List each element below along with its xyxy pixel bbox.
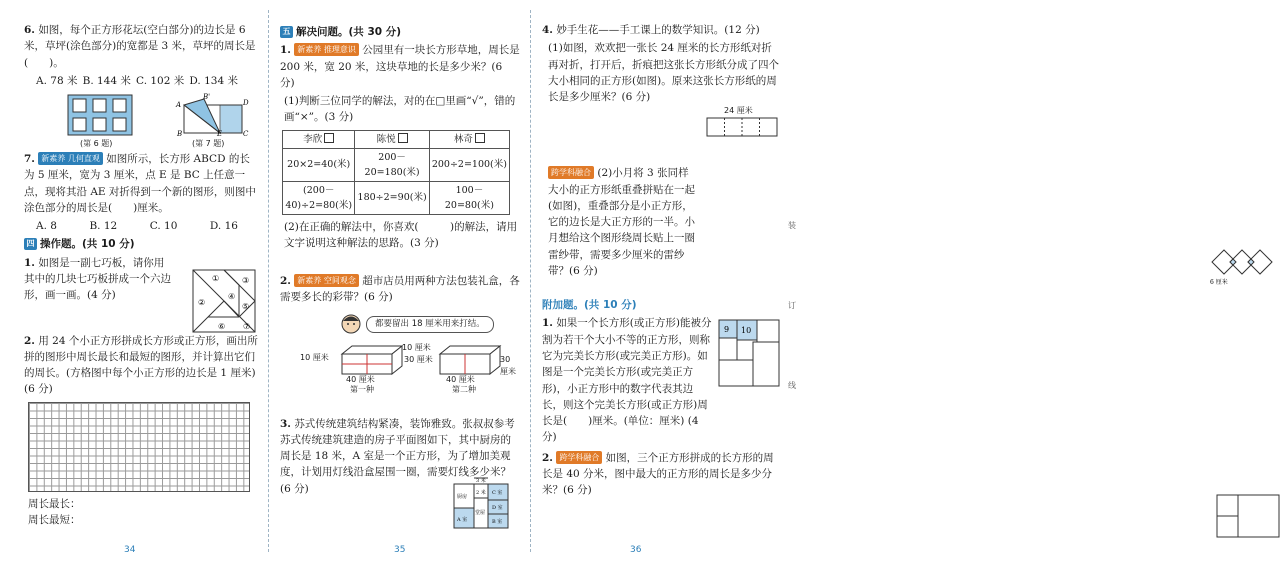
option-d[interactable]: D. 16 [209,220,238,233]
question-number: 3. [280,417,291,430]
option-c[interactable]: C. 10 [149,220,178,233]
question-number: 2. [542,451,553,464]
room-c: C 室 [492,490,503,496]
dim-height-2: 10 厘米 [402,342,431,352]
option-c[interactable]: C. 102 米 [136,74,185,87]
way-1-label: 第一种 [350,384,374,394]
label-c: C [243,130,249,139]
dim-length-1: 40 厘米 [346,374,375,384]
option-d[interactable]: D. 134 米 [189,74,238,87]
fold-figure [176,93,250,137]
way-labels [280,384,520,398]
table-cell: (200－40)÷2=80(米) [283,181,355,214]
piece-5: ⑤ [242,301,250,311]
skill-tag: 新素养 几何直观 [38,152,103,165]
page-middle [268,0,530,566]
piece-2: ② [198,297,206,307]
paper-fold-figure [542,105,782,147]
student-name: 李欣 [303,133,323,145]
page-number: 35 [394,545,406,556]
speech-bubble: 都要留出 18 厘米用来打结。 [366,316,494,333]
table-cell: 200－20=180(米) [355,148,429,181]
piece-3: ③ [242,275,250,285]
problem-4-sub-1: (1)如图，欢欢把一张长 24 厘米的长方形纸对折再对折，打开后，折痕把这张长方形纸分成了四个大小相同的正方形(如图)。原来这张长方形纸的周长是多少厘米？(6 分) [548,42,779,104]
bonus-1-row [542,315,782,447]
question-number: 6. [24,24,35,36]
problem-4 [542,22,782,38]
dim-width-2: 30 厘米 [500,354,516,377]
judge-checkbox[interactable] [324,133,334,143]
judge-checkbox[interactable] [398,133,408,143]
square-label-10: 10 [741,326,752,336]
bonus-2 [542,450,782,499]
solutions-table [282,130,510,215]
label-b: B [177,130,183,139]
room-hall: 堂屋 [475,510,486,516]
dim-length-2: 40 厘米 [446,374,475,384]
question-text: 如图，每个正方形花坛(空白部分)的边长是 6 米，草坪(涂色部分)的宽都是 3 米，草坪的周长是( )。 [24,24,256,69]
operation-1-row [24,255,258,333]
problem-1-sub-2: (2)在正确的解法中，你喜欢( )的解法，请用文字说明这种解法的思路。(3 分) [284,220,518,249]
question-6-options [24,73,258,89]
question-number: 7. [24,153,35,166]
skill-tag: 新素养 空间观念 [294,274,359,287]
section-title-operation [24,236,258,252]
section-title: 操作题。(共 10 分) [40,238,135,251]
page-number: 36 [630,545,642,556]
problem-4-sub-2-row [542,165,782,279]
page-right [530,0,1228,566]
figures-6-7 [24,93,258,151]
bonus-1 [542,315,714,445]
problem-1-sub-1: (1)判断三位同学的解法，对的在□里画“√”，错的画“×”。(3 分) [284,95,516,124]
table-cell: 180÷2=90(米) [355,181,429,214]
operation-2 [24,333,258,398]
question-number: 2. [280,275,291,288]
problem-1 [280,42,520,91]
label-b-prime: B' [203,93,211,102]
judge-checkbox[interactable] [475,133,485,143]
piece-6: ⑥ [218,321,226,331]
student-name: 林奇 [453,133,473,145]
label-d: D [243,99,249,108]
binding-char: 线 [788,381,796,390]
question-7 [24,151,258,216]
answer-longest: 周长最长： [28,497,81,510]
section-title-problems [280,24,520,40]
question-text: 妙手生花——手工课上的数学知识。(12 分) [556,24,760,36]
table-cell: 20×2=40(米) [283,148,355,181]
piece-4: ④ [228,291,236,301]
binding-char: 订 [788,301,796,310]
dim-height-1: 10 厘米 [300,352,329,362]
section-number-icon: 五 [280,26,293,38]
question-text: 如图所示，长方形 ABCD 的长为 5 厘米，宽为 3 厘米，点 E 是 BC 上任意一点，现将其沿 AE 对折得到一个新的图形，则图中涂色部分的周长是( )厘米。 [24,153,256,214]
question-number: 4. [542,24,553,36]
binding-mark [788,186,798,426]
skill-tag: 跨学科融合 [548,166,594,179]
skill-tag: 跨学科融合 [556,451,602,464]
student-name: 陈悦 [376,133,396,145]
skill-tag: 新素养 推理意识 [294,43,359,56]
table-row [283,181,510,214]
question-7-options [24,218,258,234]
diamond-squares-figure [1210,246,1280,286]
question-text: 如图，三个正方形拼成的长方形的周长是 40 分米，图中最大的正方形的周长是多少分米？(6 分) [542,451,774,497]
problem-2 [280,273,520,306]
question-number: 1. [280,44,291,57]
gift-box-figure [280,308,520,384]
problem-4-sub-2 [542,165,698,279]
way-2-label: 第二种 [452,384,476,394]
question-text: 用 24 个小正方形拼成长方形或正方形，画出所拼的图形中周长最长和最短的图形，并计算出它们的周长。(方格图中每个小正方形的边长是 1 厘米) (6 分) [24,334,258,396]
student-2-cell [355,130,429,148]
table-header-row [283,130,510,148]
piece-1: ① [212,273,220,283]
option-a[interactable]: A. 8 [36,220,57,233]
figure-caption-6: (第 6 题) [80,139,113,149]
label-e: E [217,130,223,139]
tangram-figure [192,269,256,333]
option-b[interactable]: B. 144 米 [82,74,131,87]
question-text: 超市店员用两种方法包装礼盒，各需要多长的彩带？(6 分) [280,275,520,304]
question-text: 如果一个长方形(或正方形)能被分割为若干个大小不等的正方形，则称它为完美长方形(或完美正方形)。如图是一个完美长方形(或完美正方形)，小正方形中的数字代表其边长，则这个完美长方形(或正方形)周长是( )厘米。(单位：厘米) (4 分) [542,317,712,444]
question-6 [24,22,258,71]
three-squares-figure [1216,494,1280,538]
option-b[interactable]: B. 12 [89,220,118,233]
floor-plan-figure [454,474,510,530]
room-b: B 室 [492,519,503,525]
table-cell: 100－20=80(米) [429,181,509,214]
plan-dim-3m: 3 米 [476,478,486,484]
room-d: D 室 [492,505,503,511]
flowerbed-figure [68,95,132,135]
question-number: 2. [24,334,35,347]
table-cell: 200÷2=100(米) [429,148,509,181]
section-number-icon: 四 [24,238,37,250]
student-3-cell [429,130,509,148]
dim-width-1: 30 厘米 [404,354,433,364]
square-label-9: 9 [724,325,730,335]
answer-shortest: 周长最短： [28,513,81,526]
plan-dim-2m: 2 米 [476,490,486,496]
page-left [0,0,268,566]
table-row [283,148,510,181]
operation-1 [24,255,174,331]
question-text: 苏式传统建筑结构紧凑，装饰雅致。张叔叔参考苏式传统建筑建造的房子平面图如下，其中厨房的周长是 18 米，A 室是一个正方形，为了增加美观度，计划用灯线沿盒屋围一圈，需要灯线多少米？(6 分) [280,417,515,495]
question-text: (2)小月将 3 张同样大小的正方形纸重叠拼贴在一起(如图)，重叠部分是小正方形，它的边长是大正方形的一半。小月想给这个图形绕周长贴上一圈雷纱带，需要多少厘米的雷纱带？(6 分) [548,167,695,277]
figure-caption-7: (第 7 题) [192,139,225,149]
diamond-size-label: 6 厘米 [1210,279,1228,286]
page-number: 34 [124,545,136,556]
paper-length-label: 24 厘米 [724,106,753,116]
section-title-bonus: 附加题。(共 10 分) [542,299,637,312]
label-a: A [176,101,182,110]
question-number: 1. [542,317,553,330]
room-a: A 室 [457,517,468,523]
piece-7: ⑦ [243,321,251,331]
box-1-icon [322,342,402,378]
box-2-icon [430,342,510,378]
section-title: 解决问题。(共 30 分) [296,26,402,38]
option-a[interactable]: A. 78 米 [36,74,78,87]
square-grid[interactable] [28,402,250,492]
student-1-cell [283,130,355,148]
question-number: 1. [24,256,35,269]
binding-char: 装 [788,221,796,230]
room-kitchen: 厨房 [457,494,468,500]
question-text: 如图是一副七巧板，请你用其中的几块七巧板拼成一个六边形，画一画。(4 分) [24,256,171,302]
clerk-avatar-icon [340,312,362,336]
paper-strip-icon [706,117,778,137]
perfect-rectangle-figure [718,319,780,389]
question-text: 公园里有一块长方形草地，周长是 200 米，宽 20 米，这块草地的长是多少米？(6 分) [280,44,520,89]
